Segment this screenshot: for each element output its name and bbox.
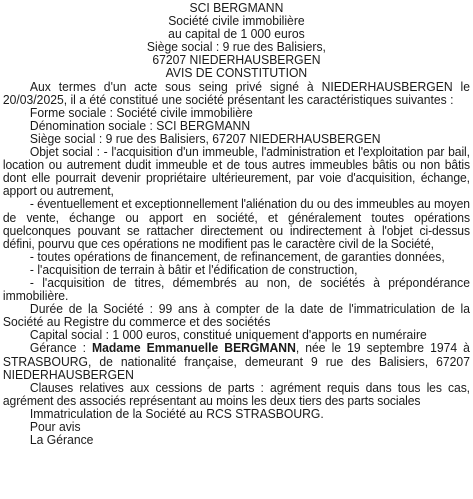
objet-social-5: - l'acquisition de titres, démembrés au non, de sociétés à prépondérance immobilière.	[2, 275, 470, 304]
immatriculation: Immatriculation de la Société au RCS STRASBOURG.	[29, 406, 324, 421]
pour-avis: Pour avis	[29, 420, 81, 434]
capital-social: Capital social : 1 000 euros, constitué uniquement d'apports en numéraire	[29, 328, 427, 343]
denomination-sociale: Dénomination sociale : SCI BERGMANN	[29, 118, 251, 133]
gerance	[3, 342, 470, 381]
gerance-label: Gérance :	[29, 341, 92, 356]
duree-societe: Durée de la Société : 99 ans à compter de la date de l'immatriculation de la Société au Registre du commerce et des sociétés	[2, 302, 470, 330]
forme-sociale: Forme sociale : Société civile immobilière	[29, 105, 253, 120]
company-name: SCI BERGMANN	[189, 1, 284, 15]
intro-paragraph: Aux termes d'un acte sous seing privé signé à NIEDERHAUSBERGEN le 20/03/2025, il a été constitué une société présentant les caractéristiques suivantes :	[2, 79, 470, 107]
objet-social-4: - l'acquisition de terrain à bâtir et l'édification de construction,	[29, 262, 358, 277]
clauses-cession: Clauses relatives aux cessions de parts : agrément requis dans tous les cas, agrément des associés représentant au moins les deux tiers des parts sociales	[2, 380, 470, 408]
signature: La Gérance	[29, 433, 94, 448]
objet-social-2: - éventuellement et exceptionnellement l'aliénation du ou des immeubles au moyen de vente, échange ou apport en société, et généralement toutes opérations quelconques pouvant se rattacher directement ou indirectement à l'objet ci-dessus défini, pourvu que ces opérations ne modifient pas le caractère civil de la Société,	[2, 197, 470, 251]
objet-social-3: - toutes opérations de financement, de refinancement, de garanties données,	[29, 249, 445, 264]
siege-social: Siège social : 9 rue des Balisiers, 67207 NIEDERHAUSBERGEN	[29, 131, 381, 146]
objet-social-1: Objet social : - l'acquisition d'un immeuble, l'administration et l'exploitation par bail, location ou autrement dudit immeuble et de tous autres immeubles bâtis ou non bâtis dont elle pourrait devenir propriétaire ultérieurement, par voie d'acquisition, échange, apport ou autrement,	[2, 145, 470, 199]
company-capital: au capital de 1 000 euros	[168, 27, 305, 42]
gerance-details: , née le 19 septembre 1974 à STRASBOURG, de nationalité française, demeurant 9 rue des Balisiers, 67207 NIEDERHAUSBERGEN	[2, 341, 470, 382]
notice-title: AVIS DE CONSTITUTION	[165, 66, 308, 81]
company-seat: Siège social : 9 rue des Balisiers,	[146, 40, 326, 55]
gerant-name: Madame Emmanuelle BERGMANN	[91, 341, 296, 356]
company-type: Société civile immobilière	[168, 14, 305, 29]
company-city: 67207 NIEDERHAUSBERGEN	[152, 53, 321, 68]
